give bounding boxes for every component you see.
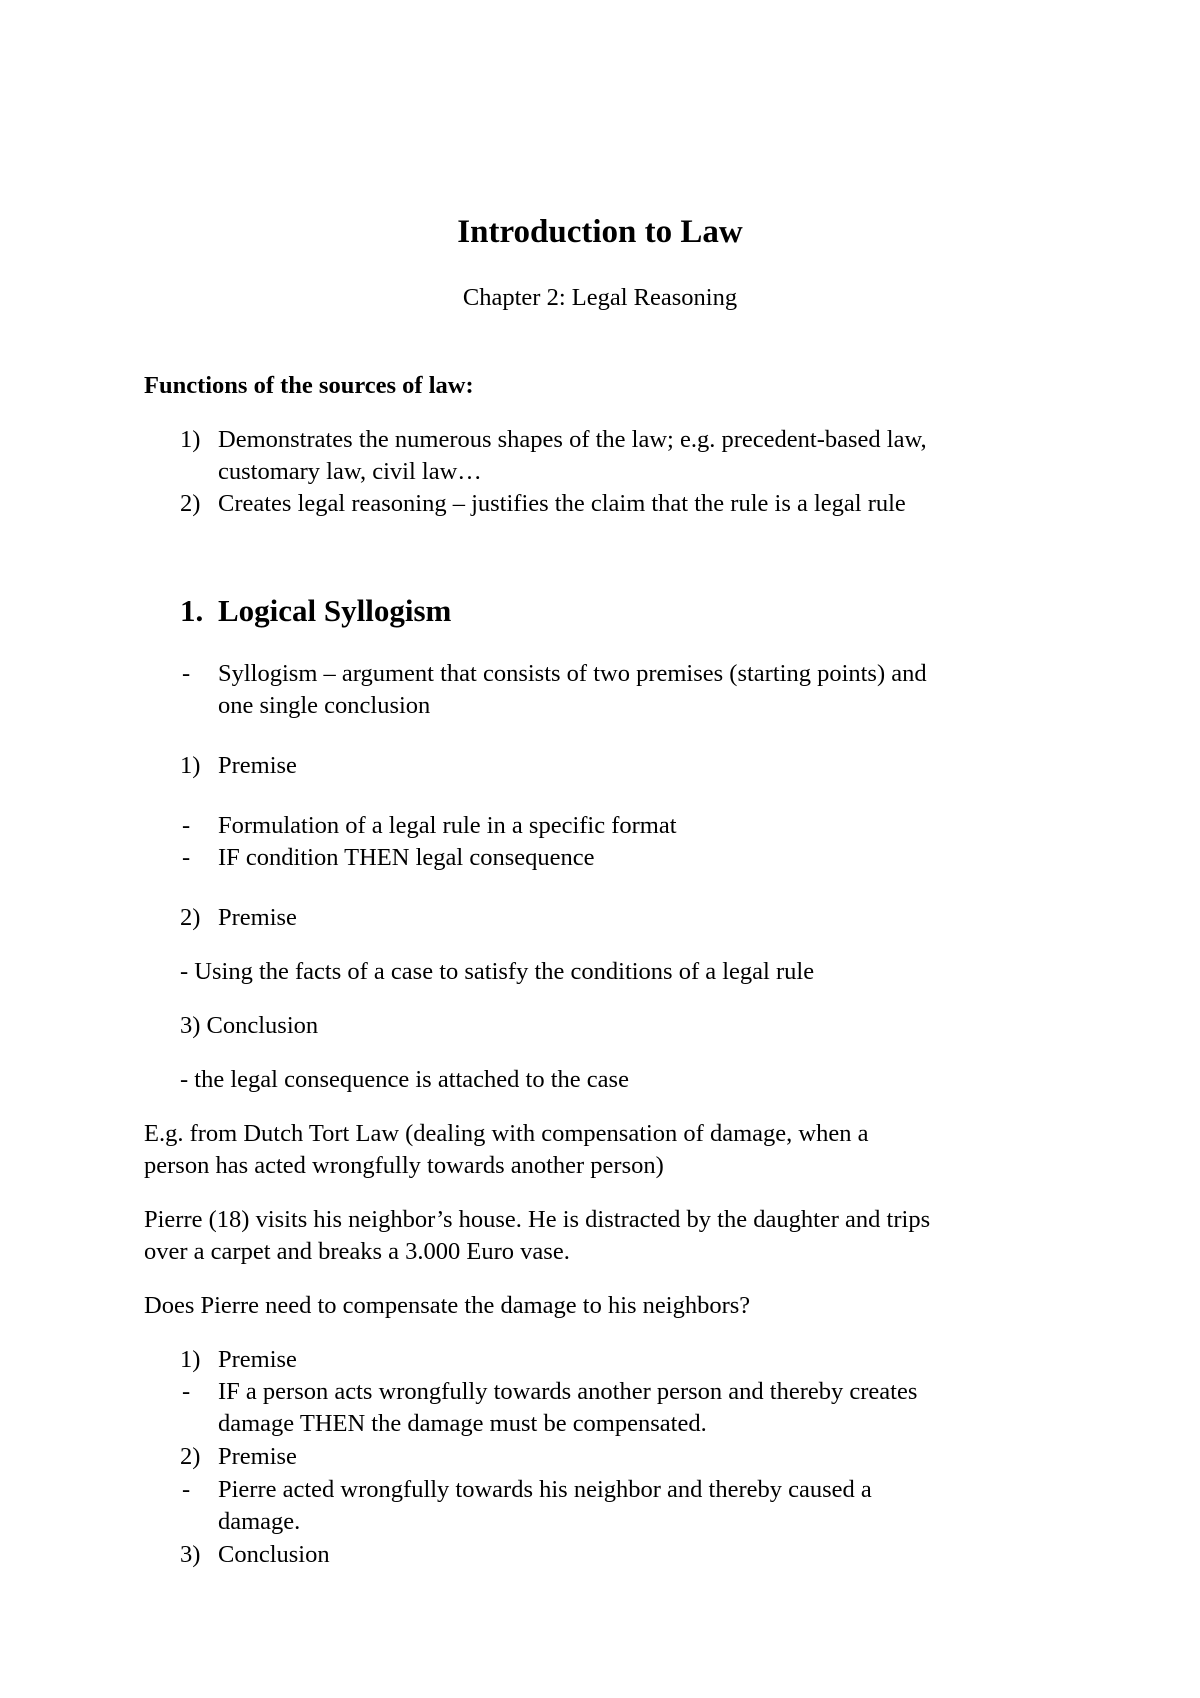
bullet-text: Formulation of a legal rule in a specific format xyxy=(218,812,677,839)
list-item-text: Creates legal reasoning – justifies the claim that the rule is a legal rule xyxy=(218,490,906,517)
example-intro: person has acted wrongfully towards another person) xyxy=(144,1152,664,1179)
list-marker: 2) xyxy=(180,904,201,931)
premise-label: Premise xyxy=(218,752,297,779)
bullet-text: damage THEN the damage must be compensated. xyxy=(218,1410,707,1437)
question-text: Does Pierre need to compensate the damage to his neighbors? xyxy=(144,1292,751,1319)
premise-text: - Using the facts of a case to satisfy the conditions of a legal rule xyxy=(180,958,815,985)
conclusion-label: Conclusion xyxy=(218,1541,330,1568)
conclusion-label: 3) Conclusion xyxy=(180,1012,319,1039)
list-marker: 3) xyxy=(180,1541,201,1568)
bullet-dash: - xyxy=(182,1378,191,1405)
list-marker: 1) xyxy=(180,752,201,779)
list-marker: 2) xyxy=(180,1443,201,1470)
bullet-text: IF condition THEN legal consequence xyxy=(218,844,595,871)
page-subtitle: Chapter 2: Legal Reasoning xyxy=(462,284,738,311)
section-number: 1. xyxy=(180,593,204,628)
list-item-text: customary law, civil law… xyxy=(218,458,482,485)
bullet-dash: - xyxy=(182,812,191,839)
bullet-text: IF a person acts wrongfully towards another person and thereby creates xyxy=(218,1378,918,1405)
case-text: Pierre (18) visits his neighbor’s house. He is distracted by the daughter and trips xyxy=(144,1206,931,1233)
functions-heading: Functions of the sources of law: xyxy=(144,372,474,399)
definition-text: Syllogism – argument that consists of two premises (starting points) and xyxy=(218,660,927,687)
premise-label: Premise xyxy=(218,1346,297,1373)
list-marker: 1) xyxy=(180,426,201,453)
definition-text: one single conclusion xyxy=(218,692,431,719)
bullet-dash: - xyxy=(182,1476,191,1503)
section-heading: Logical Syllogism xyxy=(218,593,452,628)
bullet-dash: - xyxy=(182,844,191,871)
conclusion-text: - the legal consequence is attached to the case xyxy=(180,1066,629,1093)
premise-label: Premise xyxy=(218,904,297,931)
bullet-text: Pierre acted wrongfully towards his neighbor and thereby caused a xyxy=(218,1476,872,1503)
bullet-text: damage. xyxy=(218,1508,301,1535)
premise-label: Premise xyxy=(218,1443,297,1470)
bullet-dash: - xyxy=(182,660,191,687)
case-text: over a carpet and breaks a 3.000 Euro vase. xyxy=(144,1238,570,1265)
example-intro: E.g. from Dutch Tort Law (dealing with compensation of damage, when a xyxy=(144,1120,869,1147)
list-marker: 1) xyxy=(180,1346,201,1373)
page-title: Introduction to Law xyxy=(457,214,743,250)
list-item-text: Demonstrates the numerous shapes of the law; e.g. precedent-based law, xyxy=(218,426,927,453)
list-marker: 2) xyxy=(180,490,201,517)
